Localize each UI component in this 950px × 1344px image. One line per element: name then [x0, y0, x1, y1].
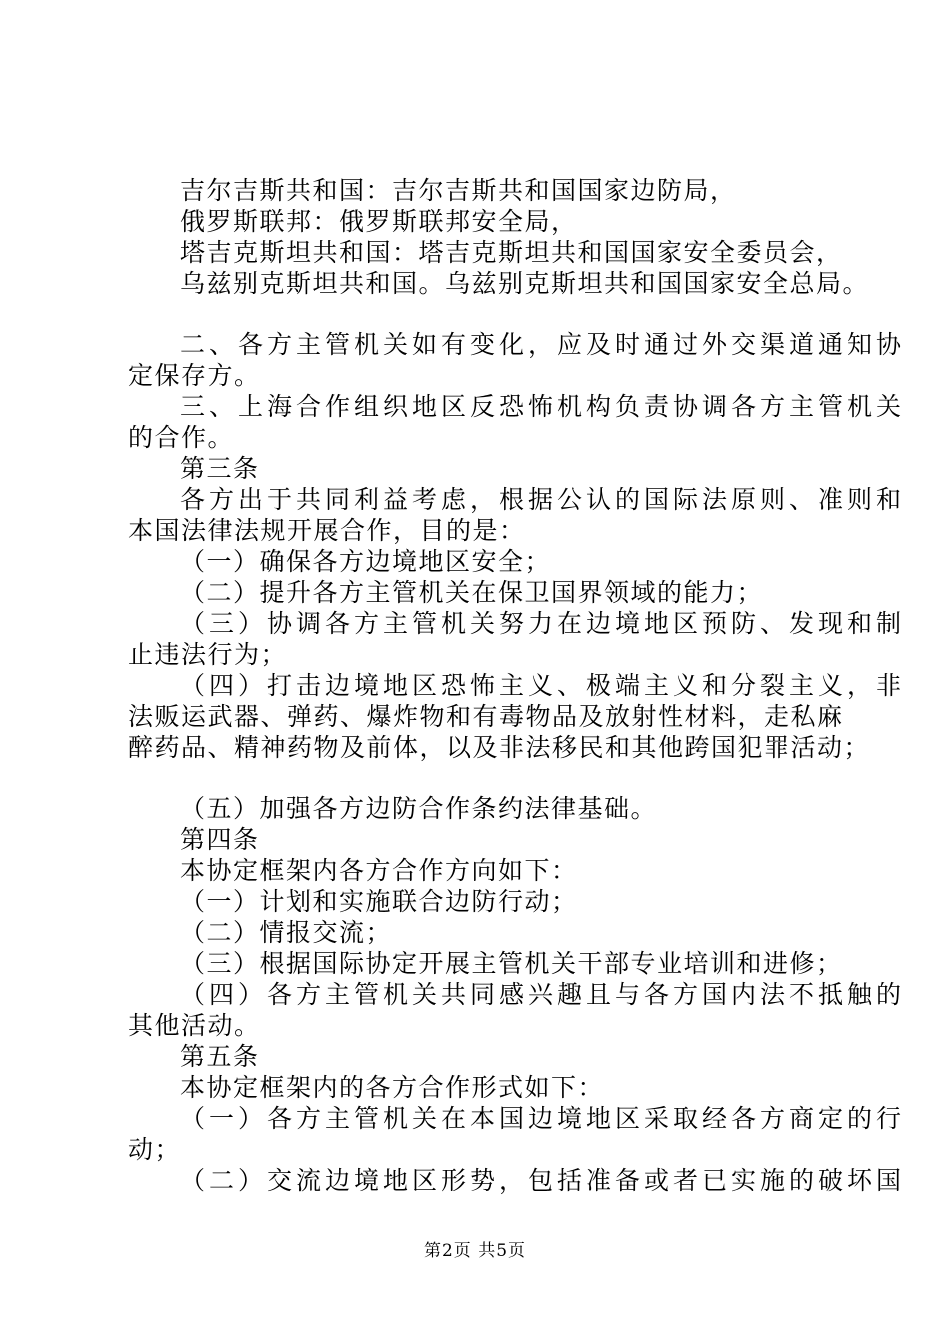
list-item: （二）交流边境地区形势，包括准备或者已实施的破坏国 [180, 1166, 906, 1195]
list-item: （三）协调各方主管机关努力在边境地区预防、发现和制 [180, 609, 906, 638]
article-heading: 第四条 [180, 825, 260, 854]
text-line: 动； [128, 1135, 182, 1164]
text-line: 各方出于共同利益考虑，根据公认的国际法原则、准则和 [180, 485, 906, 514]
text-line: 乌兹别克斯坦共和国。乌兹别克斯坦共和国国家安全总局。 [180, 269, 870, 298]
list-item: （一）各方主管机关在本国边境地区采取经各方商定的行 [180, 1104, 906, 1133]
page-number-footer: 第2页 共5页 [423, 1241, 527, 1261]
list-item: （三）根据国际协定开展主管机关干部专业培训和进修； [180, 949, 843, 978]
text-line: 的合作。 [128, 423, 235, 452]
article-heading: 第五条 [180, 1042, 260, 1071]
text-line: 吉尔吉斯共和国：吉尔吉斯共和国国家边防局， [180, 176, 737, 205]
text-line: 塔吉克斯坦共和国：塔吉克斯坦共和国国家安全委员会， [180, 238, 843, 267]
text-line: 三、上海合作组织地区反恐怖机构负责协调各方主管机关 [180, 392, 906, 421]
list-item: （二）提升各方主管机关在保卫国界领域的能力； [180, 578, 764, 607]
text-line: 俄罗斯联邦：俄罗斯联邦安全局， [180, 207, 578, 236]
list-item: （二）情报交流； [180, 918, 393, 947]
text-line: 二、各方主管机关如有变化，应及时通过外交渠道通知协 [180, 330, 906, 359]
article-heading: 第三条 [180, 454, 260, 483]
list-item: （一）确保各方边境地区安全； [180, 547, 552, 576]
text-line: 本国法律法规开展合作，目的是： [128, 516, 526, 545]
text-line: 本协定框架内各方合作方向如下： [180, 856, 578, 885]
text-line: 本协定框架内的各方合作形式如下： [180, 1073, 605, 1102]
text-line: 定保存方。 [128, 361, 261, 390]
text-line: 止违法行为； [128, 640, 288, 669]
list-item: （五）加强各方边防合作条约法律基础。 [180, 794, 658, 823]
list-item: （一）计划和实施联合边防行动； [180, 887, 578, 916]
text-line: 其他活动。 [128, 1011, 261, 1040]
list-item: （四）打击边境地区恐怖主义、极端主义和分裂主义，非 [180, 671, 906, 700]
text-line: 法贩运武器、弹药、爆炸物和有毒物品及放射性材料，走私麻 [128, 702, 844, 731]
text-line: 醉药品、精神药物及前体，以及非法移民和其他跨国犯罪活动； [128, 733, 871, 762]
list-item: （四）各方主管机关共同感兴趣且与各方国内法不抵触的 [180, 980, 906, 1009]
